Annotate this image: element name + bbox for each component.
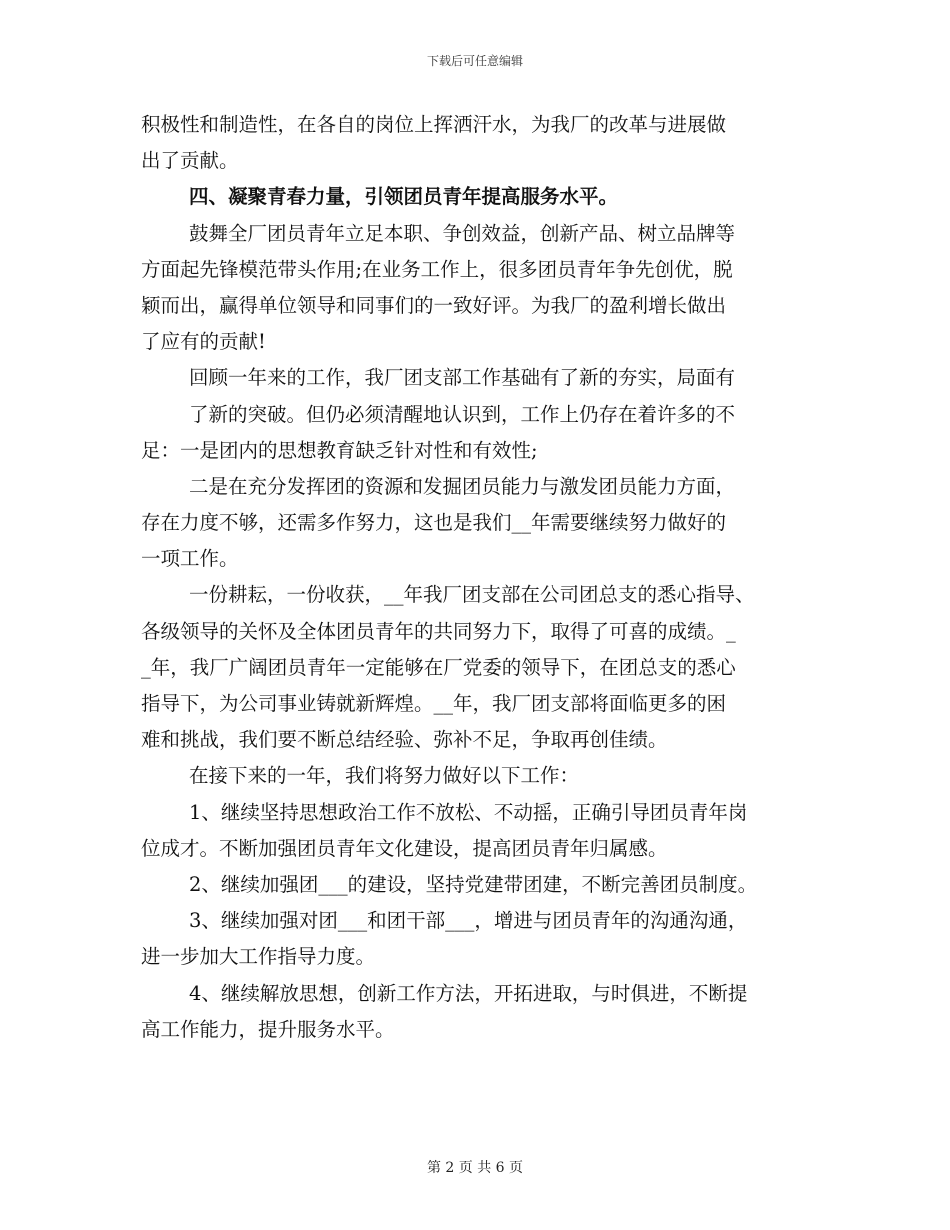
page-header: 下载后可任意编辑	[426, 54, 523, 68]
body-line: 回顾一年来的工作，我厂团支部工作基础有了新的夯实，局面有	[189, 366, 736, 390]
body-line: _年，我厂广阔团员青年一定能够在厂党委的领导下，在团总支的悉心	[141, 655, 736, 679]
list-item: 4、继续解放思想，创新工作方法，开拓进取，与时俱进，不断提	[189, 981, 748, 1005]
document-body	[141, 107, 809, 1048]
body-line: 积极性和制造性，在各自的岗位上挥洒汗水，为我厂的改革与进展做	[141, 113, 727, 136]
body-line: 位成才。不断加强团员青年文化建设，提高团员青年归属感。	[141, 836, 668, 860]
body-line: 鼓舞全厂团员青年立足本职、争创效益，创新产品、树立品牌等	[189, 221, 736, 245]
body-line: 了应有的贡献!	[141, 330, 266, 354]
body-line: 二是在充分发挥团的资源和发掘团员能力与激发团员能力方面，	[189, 474, 736, 498]
body-line: 在接下来的一年，我们将努力做好以下工作：	[189, 764, 580, 788]
list-item: 2、继续加强团___的建设，坚持党建带团建，不断完善团员制度。	[189, 872, 758, 896]
body-line: 一份耕耘，一份收获，__年我厂团支部在公司团总支的悉心指导、	[189, 583, 755, 607]
section-heading: 四、凝聚青春力量，引领团员青年提高服务水平。	[189, 185, 619, 209]
body-line: 足：一是团内的思想教育缺乏针对性和有效性;	[141, 438, 538, 462]
body-line: 出了贡献。	[141, 149, 239, 173]
body-line: 一项工作。	[141, 547, 239, 571]
body-line: 难和挑战，我们要不断总结经验、弥补不足，争取再创佳绩。	[141, 728, 668, 752]
list-item: 3、继续加强对团___和团干部___，增进与团员青年的沟通沟通，	[189, 909, 748, 933]
page-number: 第 2 页 共 6 页	[426, 1160, 524, 1176]
body-line: 高工作能力，提升服务水平。	[141, 1017, 395, 1041]
body-line: 指导下，为公司事业铸就新辉煌。__年，我厂团支部将面临更多的困	[141, 692, 727, 715]
body-line: 方面起先锋模范带头作用;在业务工作上，很多团员青年争先创优，脱	[141, 257, 733, 281]
body-line: 存在力度不够，还需多作努力，这也是我们__年需要继续努力做好的	[141, 511, 727, 535]
list-item: 1、继续坚持思想政治工作不放松、不动摇，正确引导团员青年岗	[189, 800, 748, 824]
body-line: 进一步加大工作指导力度。	[141, 945, 376, 969]
body-line: 各级领导的关怀及全体团员青年的共同努力下，取得了可喜的成绩。_	[141, 619, 736, 643]
body-line: 了新的突破。但仍必须清醒地认识到，工作上仍存在着许多的不	[189, 402, 736, 426]
body-line: 颖而出，赢得单位领导和同事们的一致好评。为我厂的盈利增长做出	[141, 293, 727, 317]
